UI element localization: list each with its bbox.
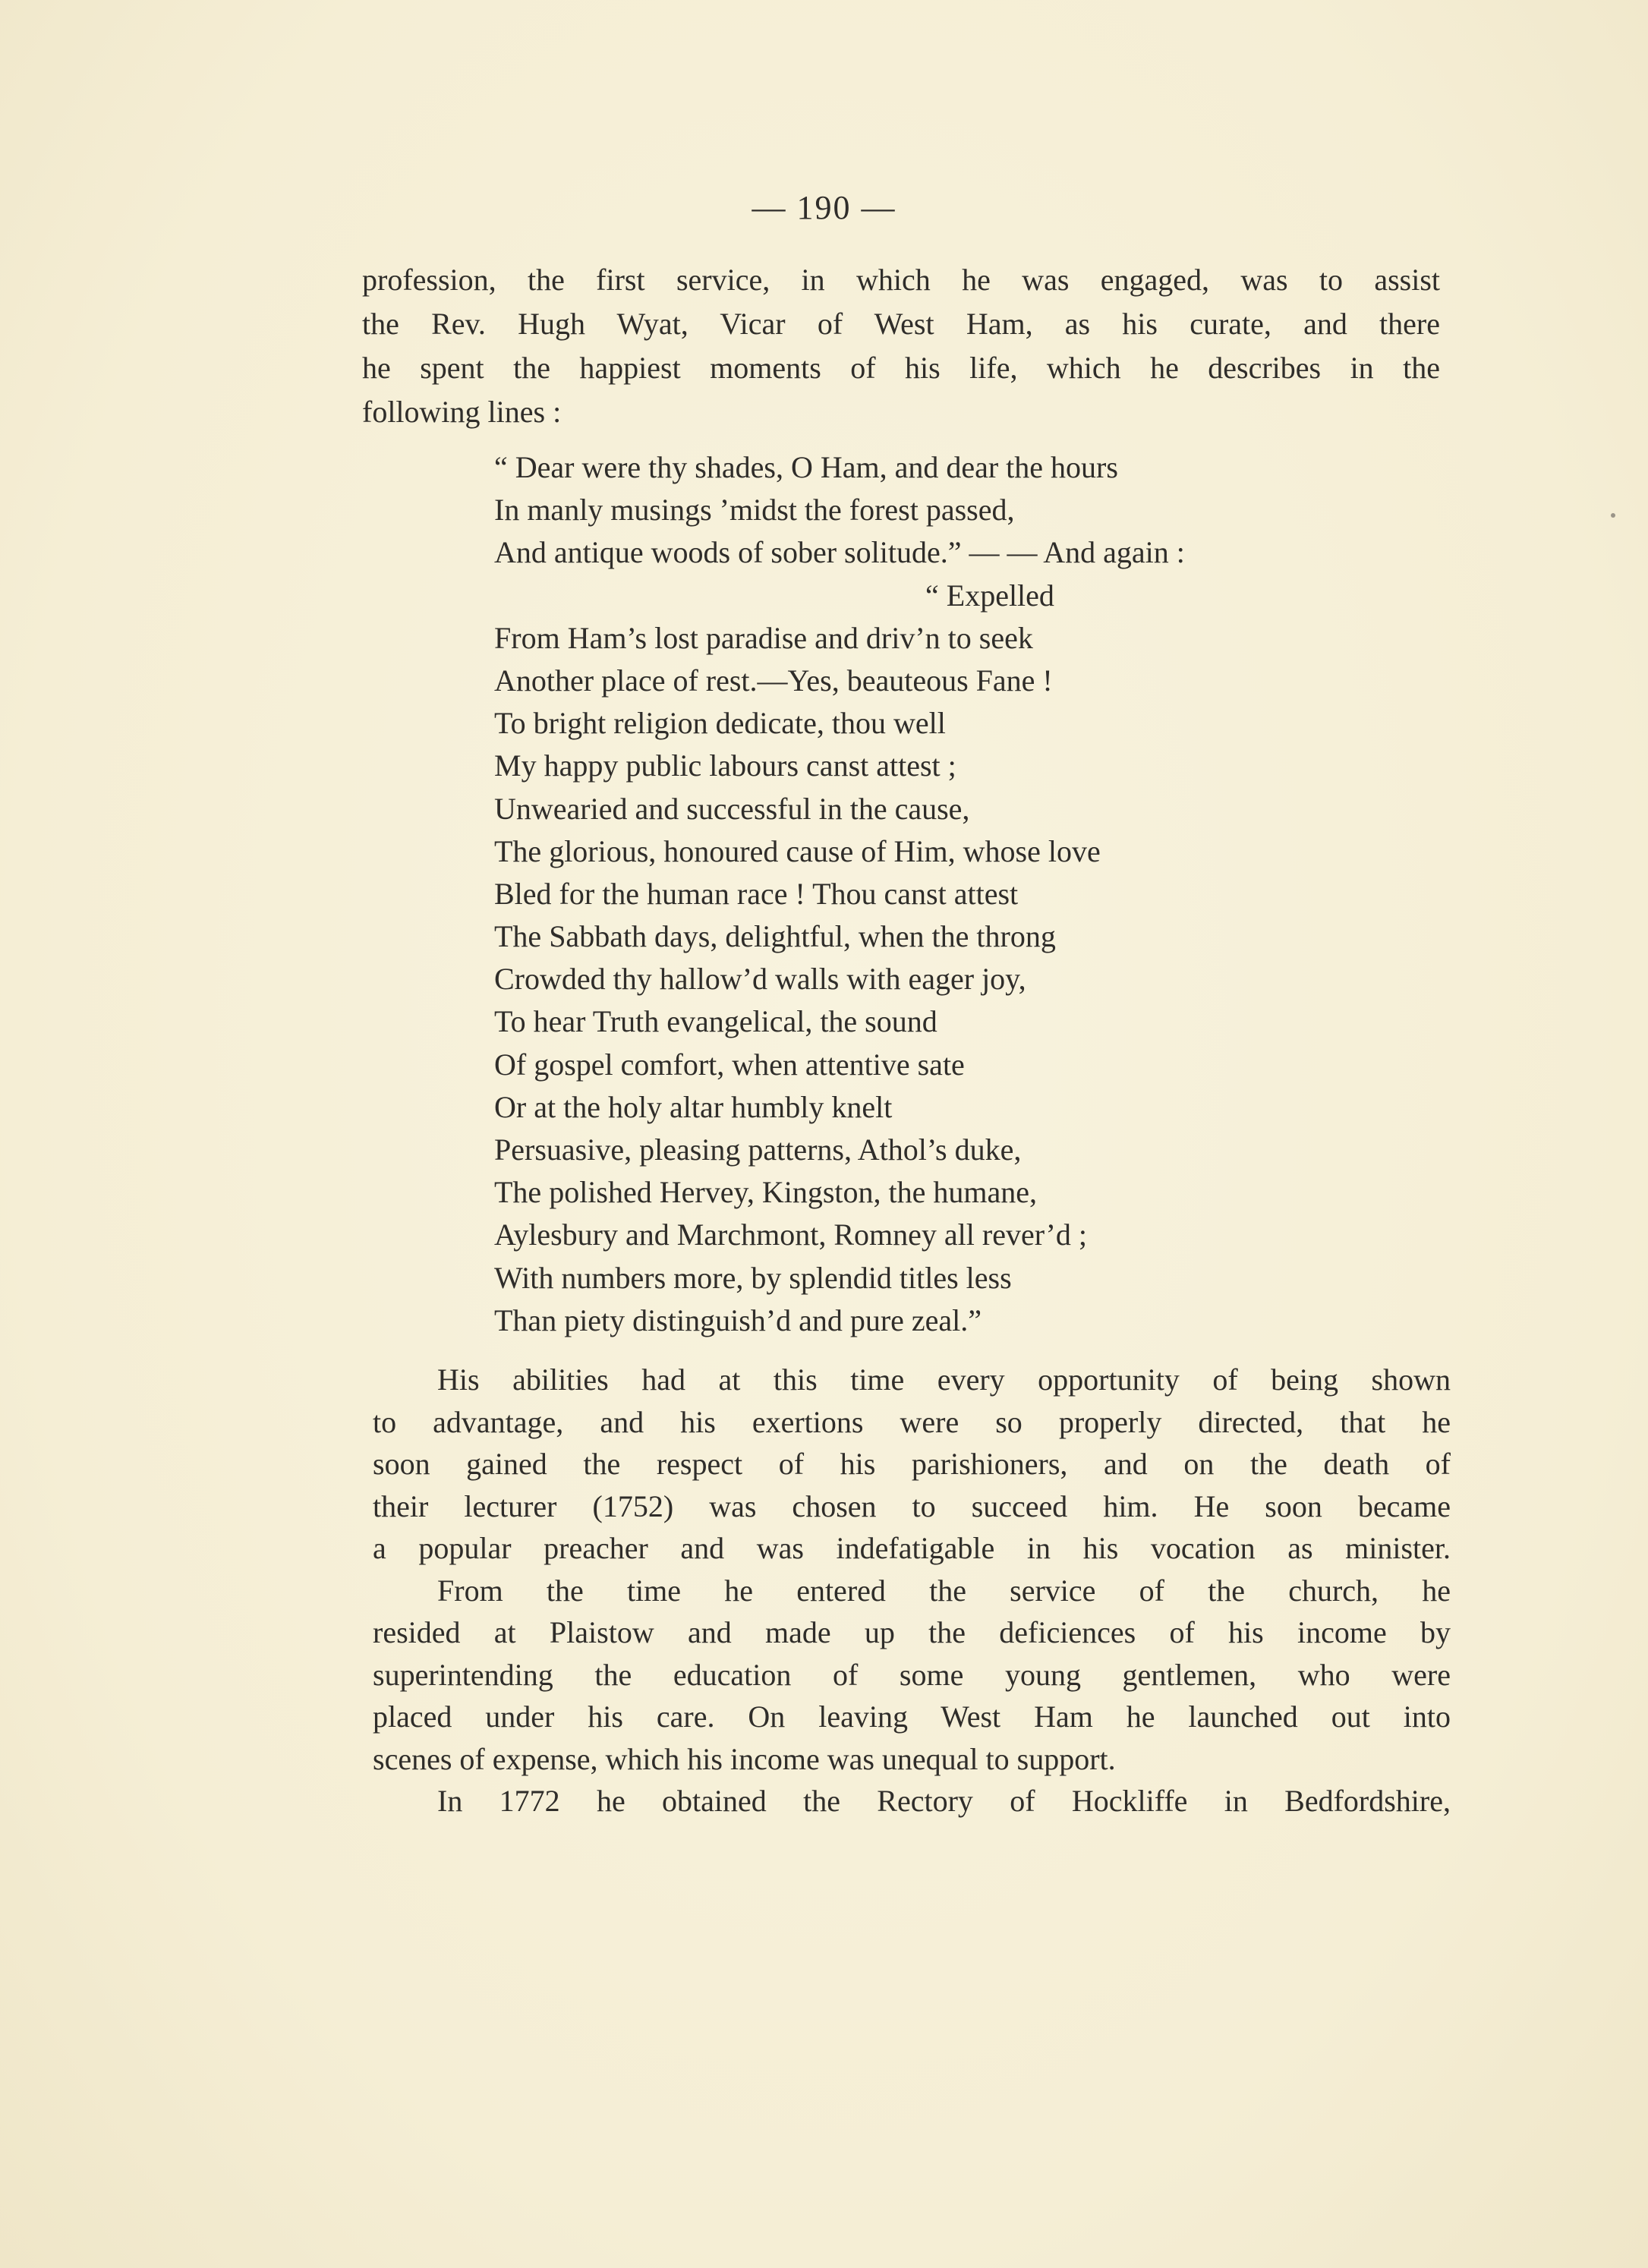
- prose-line: resided at Plaistow and made up the deficiences of his income by: [373, 1615, 1451, 1649]
- poem-line: “ Dear were thy shades, O Ham, and dear the hours: [494, 450, 1118, 484]
- prose-line: soon gained the respect of his parishioners, and on the death of: [373, 1447, 1451, 1481]
- poem-line: Persuasive, pleasing patterns, Athol’s duke,: [494, 1132, 1022, 1167]
- prose-line: superintending the education of some young gentlemen, who were: [373, 1657, 1451, 1692]
- poem-line: Aylesbury and Marchmont, Romney all rever’d ;: [494, 1217, 1087, 1252]
- prose-line: In 1772 he obtained the Rectory of Hockliffe in Bedfordshire,: [437, 1784, 1451, 1818]
- prose-line: His abilities had at this time every opportunity of being shown: [437, 1362, 1451, 1397]
- prose-line: scenes of expense, which his income was unequal to support.: [373, 1741, 1116, 1776]
- poem-line: My happy public labours canst attest ;: [494, 748, 956, 783]
- poem-line: Of gospel comfort, when attentive sate: [494, 1047, 965, 1082]
- intro-paragraph: [362, 258, 1440, 434]
- intro-line: he spent the happiest moments of his life, which he describes in the: [362, 351, 1440, 385]
- poem-quotation: [494, 446, 1360, 1342]
- intro-line: profession, the first service, in which he was engaged, was to assist: [362, 263, 1440, 297]
- poem-line: Or at the holy altar humbly knelt: [494, 1089, 893, 1124]
- poem-line: And antique woods of sober solitude.” — — And again :: [494, 535, 1185, 570]
- prose-line: a popular preacher and was indefatigable in his vocation as minister.: [373, 1531, 1451, 1565]
- prose-paragraphs: [373, 1359, 1451, 1822]
- prose-line: to advantage, and his exertions were so properly directed, that he: [373, 1404, 1451, 1439]
- poem-line: The glorious, honoured cause of Him, whose love: [494, 833, 1101, 868]
- poem-line: The polished Hervey, Kingston, the humane,: [494, 1175, 1038, 1210]
- prose-line: placed under his care. On leaving West Ham he launched out into: [373, 1699, 1451, 1734]
- poem-line: To hear Truth evangelical, the sound: [494, 1004, 937, 1039]
- intro-line: the Rev. Hugh Wyat, Vicar of West Ham, as his curate, and there: [362, 307, 1440, 341]
- page-number: — 190 —: [752, 189, 896, 226]
- prose-line: From the time he entered the service of the church, he: [437, 1573, 1451, 1608]
- prose-line: their lecturer (1752) was chosen to succeed him. He soon became: [373, 1488, 1451, 1523]
- poem-line: In manly musings ’midst the forest passed,: [494, 493, 1015, 528]
- poem-line: Than piety distinguish’d and pure zeal.”: [494, 1303, 982, 1337]
- poem-line: The Sabbath days, delightful, when the throng: [494, 919, 1056, 954]
- poem-line: Another place of rest.—Yes, beauteous Fane !: [494, 663, 1053, 698]
- paper-speck: [1611, 513, 1615, 518]
- poem-line: Bled for the human race ! Thou canst attest: [494, 876, 1019, 911]
- poem-line: “ Expelled: [925, 578, 1054, 613]
- poem-line: Crowded thy hallow’d walls with eager joy,: [494, 962, 1026, 997]
- poem-line: To bright religion dedicate, thou well: [494, 706, 946, 741]
- poem-line: Unwearied and successful in the cause,: [494, 791, 970, 826]
- intro-line: following lines :: [362, 395, 562, 429]
- poem-line: With numbers more, by splendid titles less: [494, 1260, 1012, 1295]
- poem-line: From Ham’s lost paradise and driv’n to seek: [494, 620, 1033, 655]
